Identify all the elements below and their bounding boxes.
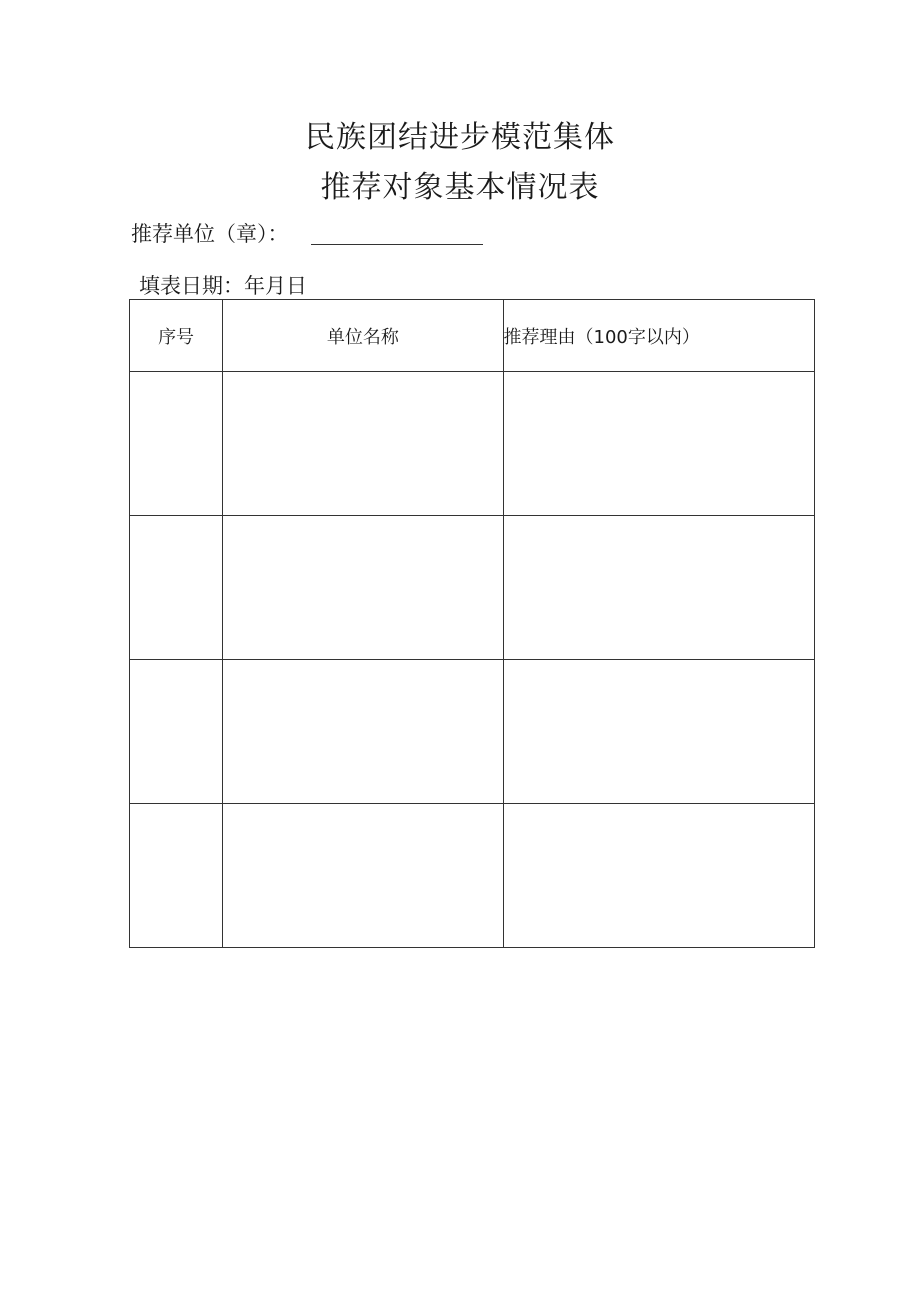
- table-row: [130, 660, 815, 804]
- table-row: [130, 372, 815, 516]
- cell-serial-number[interactable]: [130, 660, 223, 804]
- cell-recommendation-reason[interactable]: [503, 372, 814, 516]
- recommending-unit-label: 推荐单位（章）：: [131, 222, 289, 246]
- table-header-row: [130, 300, 815, 372]
- cell-recommendation-reason[interactable]: [503, 660, 814, 804]
- cell-unit-name[interactable]: [223, 660, 503, 804]
- recommendation-table: [129, 299, 815, 948]
- recommending-unit-field[interactable]: [311, 222, 483, 245]
- cell-unit-name[interactable]: [223, 516, 503, 660]
- table-row: [130, 516, 815, 660]
- recommending-unit-row: [131, 218, 483, 248]
- cell-serial-number[interactable]: [130, 372, 223, 516]
- fill-date-label: 填表日期：年月日: [139, 274, 307, 298]
- cell-unit-name[interactable]: [223, 804, 503, 948]
- header-recommendation-reason: 推荐理由（100字以内）: [503, 300, 814, 372]
- header-serial-number: 序号: [130, 300, 223, 372]
- cell-serial-number[interactable]: [130, 804, 223, 948]
- document-title-line-1: 民族团结进步模范集体: [305, 120, 615, 155]
- cell-serial-number[interactable]: [130, 516, 223, 660]
- cell-recommendation-reason[interactable]: [503, 804, 814, 948]
- cell-recommendation-reason[interactable]: [503, 516, 814, 660]
- document-title-line-2: 推荐对象基本情况表: [320, 170, 600, 205]
- header-unit-name: 单位名称: [223, 300, 503, 372]
- cell-unit-name[interactable]: [223, 372, 503, 516]
- table-row: [130, 804, 815, 948]
